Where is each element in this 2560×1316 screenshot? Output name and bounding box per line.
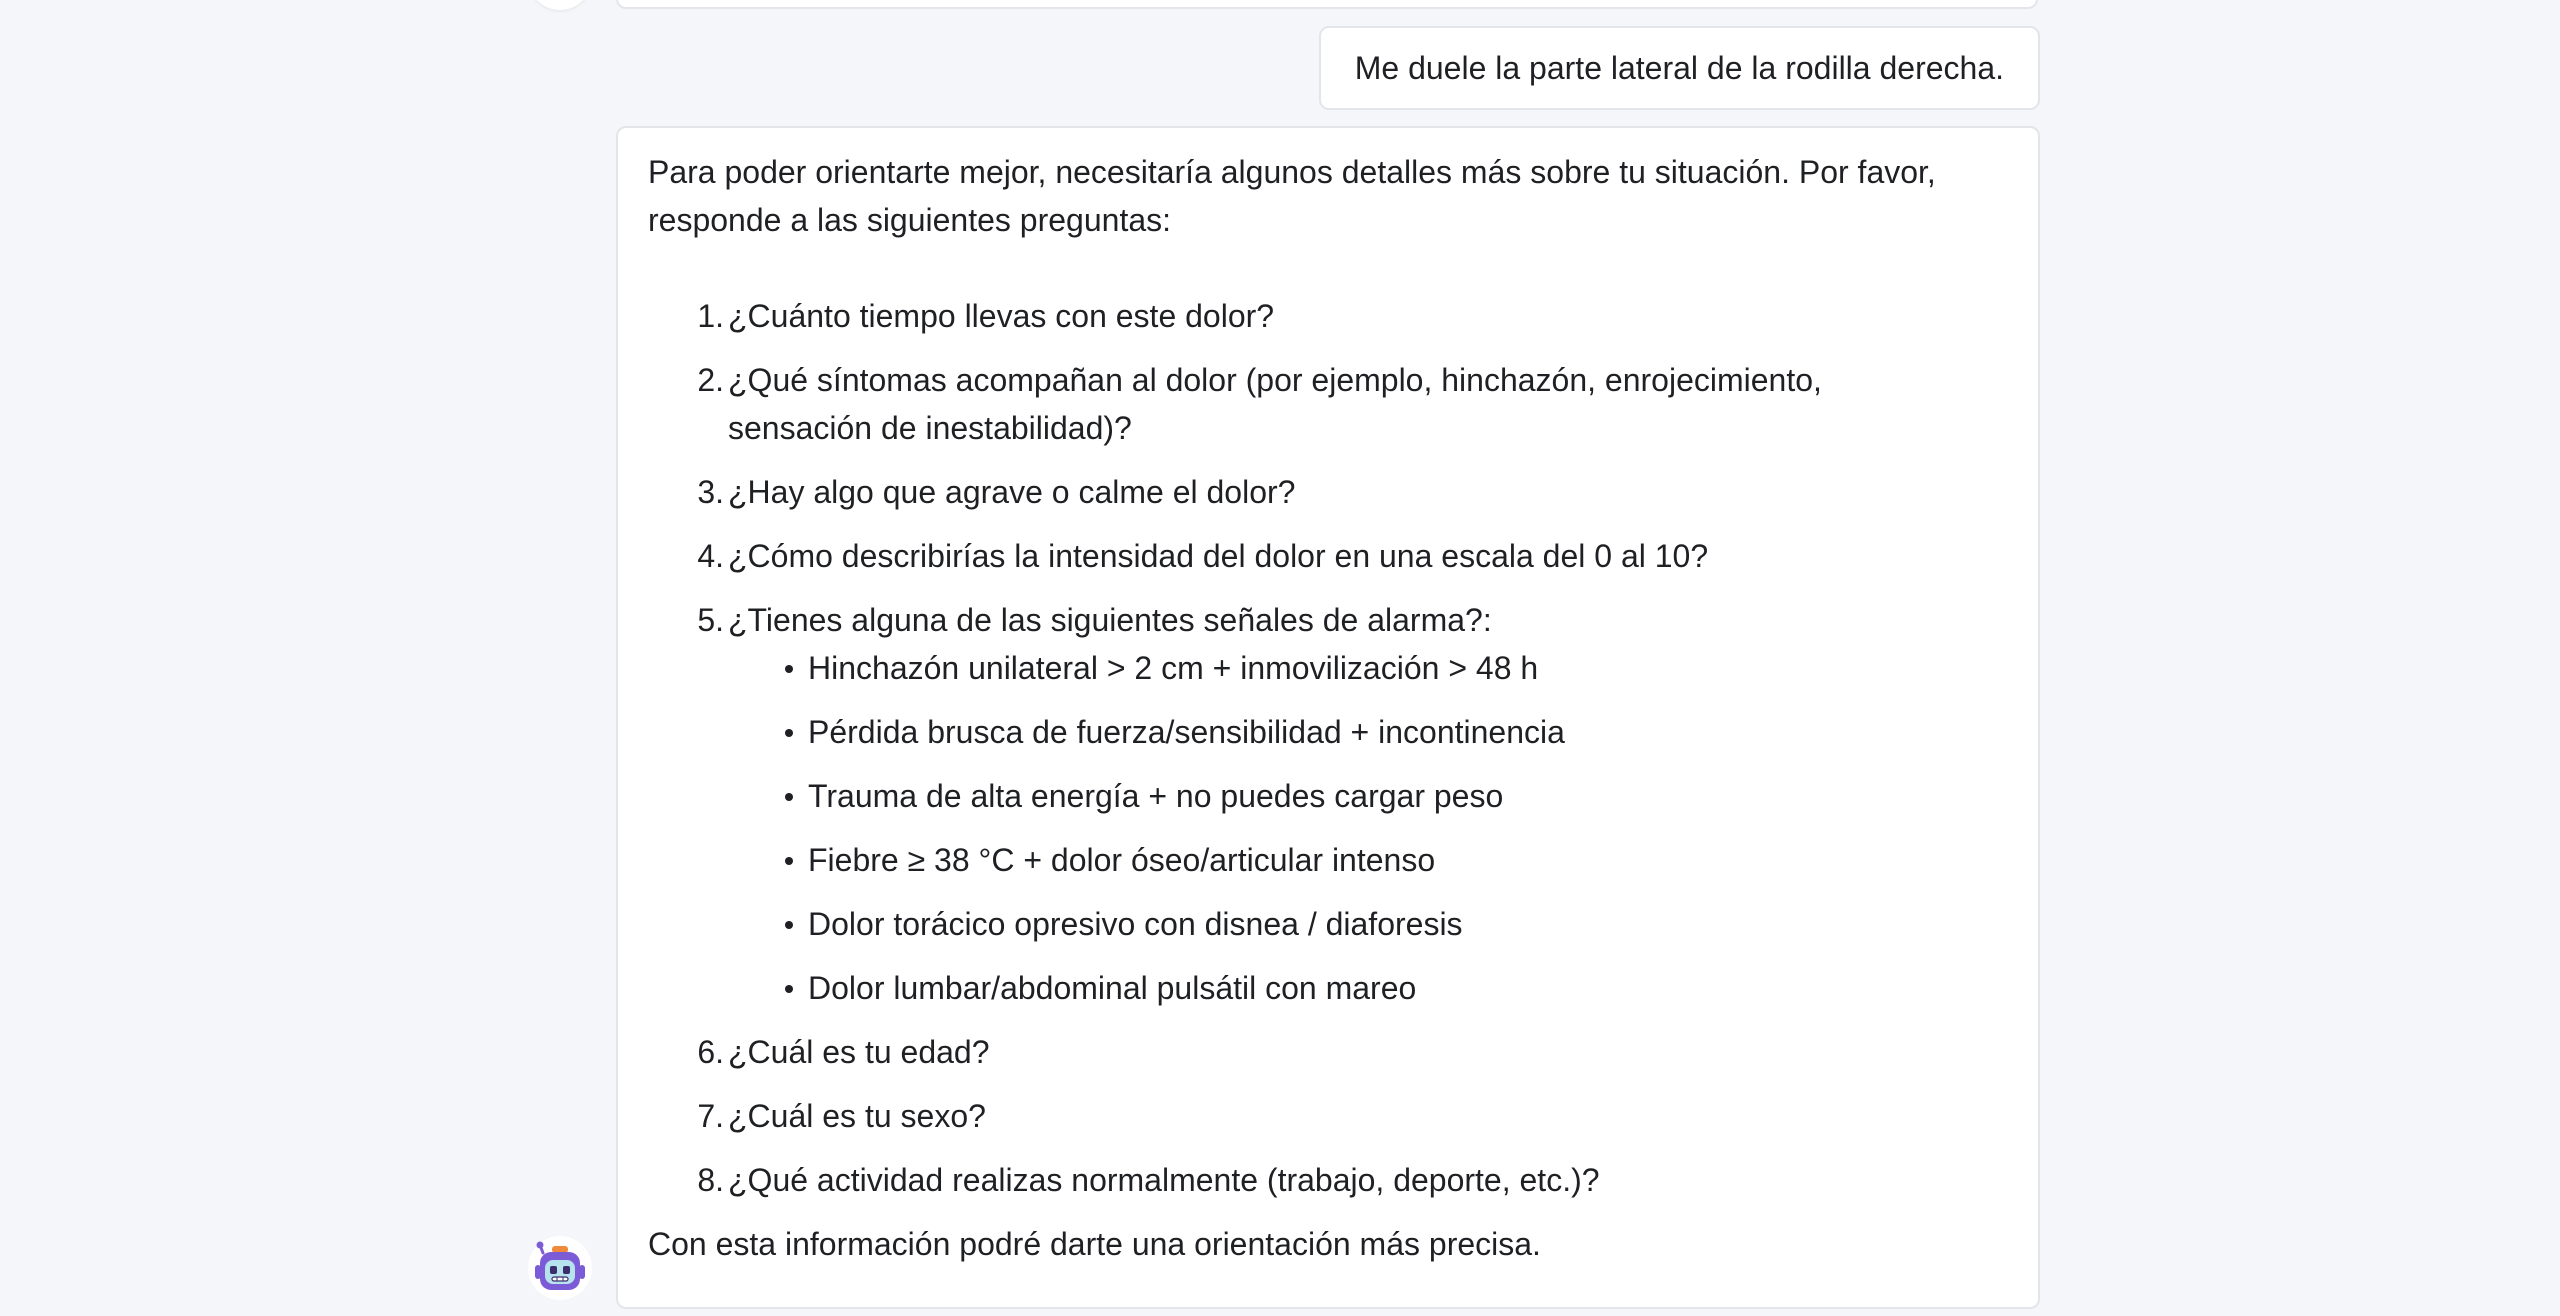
assistant-outro: Con esta información podré darte una orientación más precisa. [648,1226,1541,1262]
list-item [697,1092,2008,1140]
list-item-number: 1. [697,298,724,334]
list-item-text: ¿Cuál es tu sexo? [728,1098,986,1134]
list-item-text: ¿Hay algo que agrave o calme el dolor? [728,474,1296,510]
questions-list [648,292,2008,1204]
list-item-number: 8. [697,1162,724,1198]
list-item-number: 4. [697,538,724,574]
list-item-text: ¿Cuánto tiempo llevas con este dolor? [728,298,1275,334]
list-item-text: ¿Cómo describirías la intensidad del dolor en una escala del 0 al 10? [728,538,1709,574]
user-message-text: Me duele la parte lateral de la rodilla derecha. [1354,49,2004,86]
list-item-number: 5. [697,602,724,638]
alarm-sign-item: Fiebre ≥ 38 °C + dolor óseo/articular intenso [808,836,2008,884]
list-item-number: 6. [697,1034,724,1070]
user-message-bubble [1319,26,2040,110]
previous-avatar [528,0,592,10]
list-item [697,292,2008,340]
list-item [697,596,2008,1012]
list-item-number: 3. [697,474,724,510]
list-item-number: 7. [697,1098,724,1134]
list-item [697,356,2008,452]
list-item [697,468,2008,516]
list-item [697,532,2008,580]
list-item-text: ¿Qué actividad realizas normalmente (trabajo, deporte, etc.)? [728,1162,1600,1198]
previous-message-bubble [616,0,2038,9]
list-item [697,1156,2008,1204]
robot-icon [531,1239,589,1297]
assistant-avatar [528,1236,592,1300]
list-item [697,1028,2008,1076]
alarm-sign-item: Dolor torácico opresivo con disnea / diaforesis [808,900,2008,948]
list-item-text: ¿Qué síntomas acompañan al dolor (por ejemplo, hinchazón, enrojecimiento, sensación de inestabilidad)? [728,362,1822,446]
alarm-sign-item: Dolor lumbar/abdominal pulsátil con mareo [808,964,2008,1012]
list-item-text: ¿Cuál es tu edad? [728,1034,990,1070]
assistant-message-bubble [616,126,2040,1309]
assistant-intro: Para poder orientarte mejor, necesitaría algunos detalles más sobre tu situación. Por favor, responde a las siguientes preguntas: [648,154,1936,238]
alarm-sign-item: Hinchazón unilateral > 2 cm + inmovilización > 48 h [808,644,2008,692]
alarm-sign-item: Pérdida brusca de fuerza/sensibilidad + incontinencia [808,708,2008,756]
list-item-number: 2. [697,362,724,398]
alarm-signs-list [728,644,2008,1012]
list-item-text: ¿Tienes alguna de las siguientes señales de alarma?: [728,602,1492,638]
alarm-sign-item: Trauma de alta energía + no puedes cargar peso [808,772,2008,820]
